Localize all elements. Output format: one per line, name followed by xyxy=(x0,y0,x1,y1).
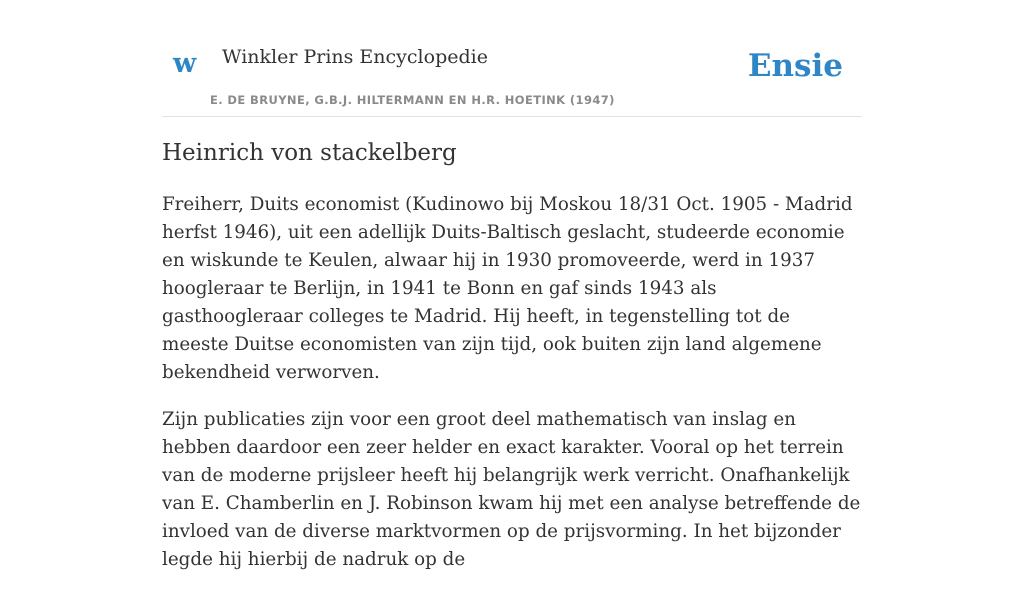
article-body xyxy=(162,191,862,593)
article-title: Heinrich von stackelberg xyxy=(162,140,457,166)
ensie-logo[interactable]: Ensie xyxy=(747,48,843,84)
winkler-prins-logo-icon[interactable]: w xyxy=(173,48,197,79)
source-header xyxy=(162,0,862,117)
source-title[interactable]: Winkler Prins Encyclopedie xyxy=(222,46,488,68)
page xyxy=(162,0,862,570)
article-paragraph: Zijn publicaties zijn voor een groot deel mathematisch van inslag en hebben daardoor een zeer helder en exact karakter. Vooral op het terrein van de moderne prijsleer heeft hij belangrijk werk verricht. Onafhankelijk van E. Chamberlin en J. Robinson kwam hij met een analyse betreffende de invloed van de diverse marktvormen op de prijsvorming. In het bijzonder legde hij hierbij de nadruk op de xyxy=(162,409,861,570)
article-paragraph: Freiherr, Duits economist (Kudinowo bij Moskou 18/31 Oct. 1905 - Madrid herfst 1946), uit een adellijk Duits-Baltisch geslacht, studeerde economie en wiskunde te Keulen, alwaar hij in 1930 promoveerde, werd in 1937 hoogleraar te Berlijn, in 1941 te Bonn en gaf sinds 1943 als gasthoogleraar colleges te Madrid. Hij heeft, in tegenstelling tot de meeste Duitse economisten van zijn tijd, ook buiten zijn land algemene bekendheid verworven. xyxy=(162,194,853,383)
source-authors: E. DE BRUYNE, G.B.J. HILTERMANN EN H.R. HOETINK (1947) xyxy=(210,93,615,107)
